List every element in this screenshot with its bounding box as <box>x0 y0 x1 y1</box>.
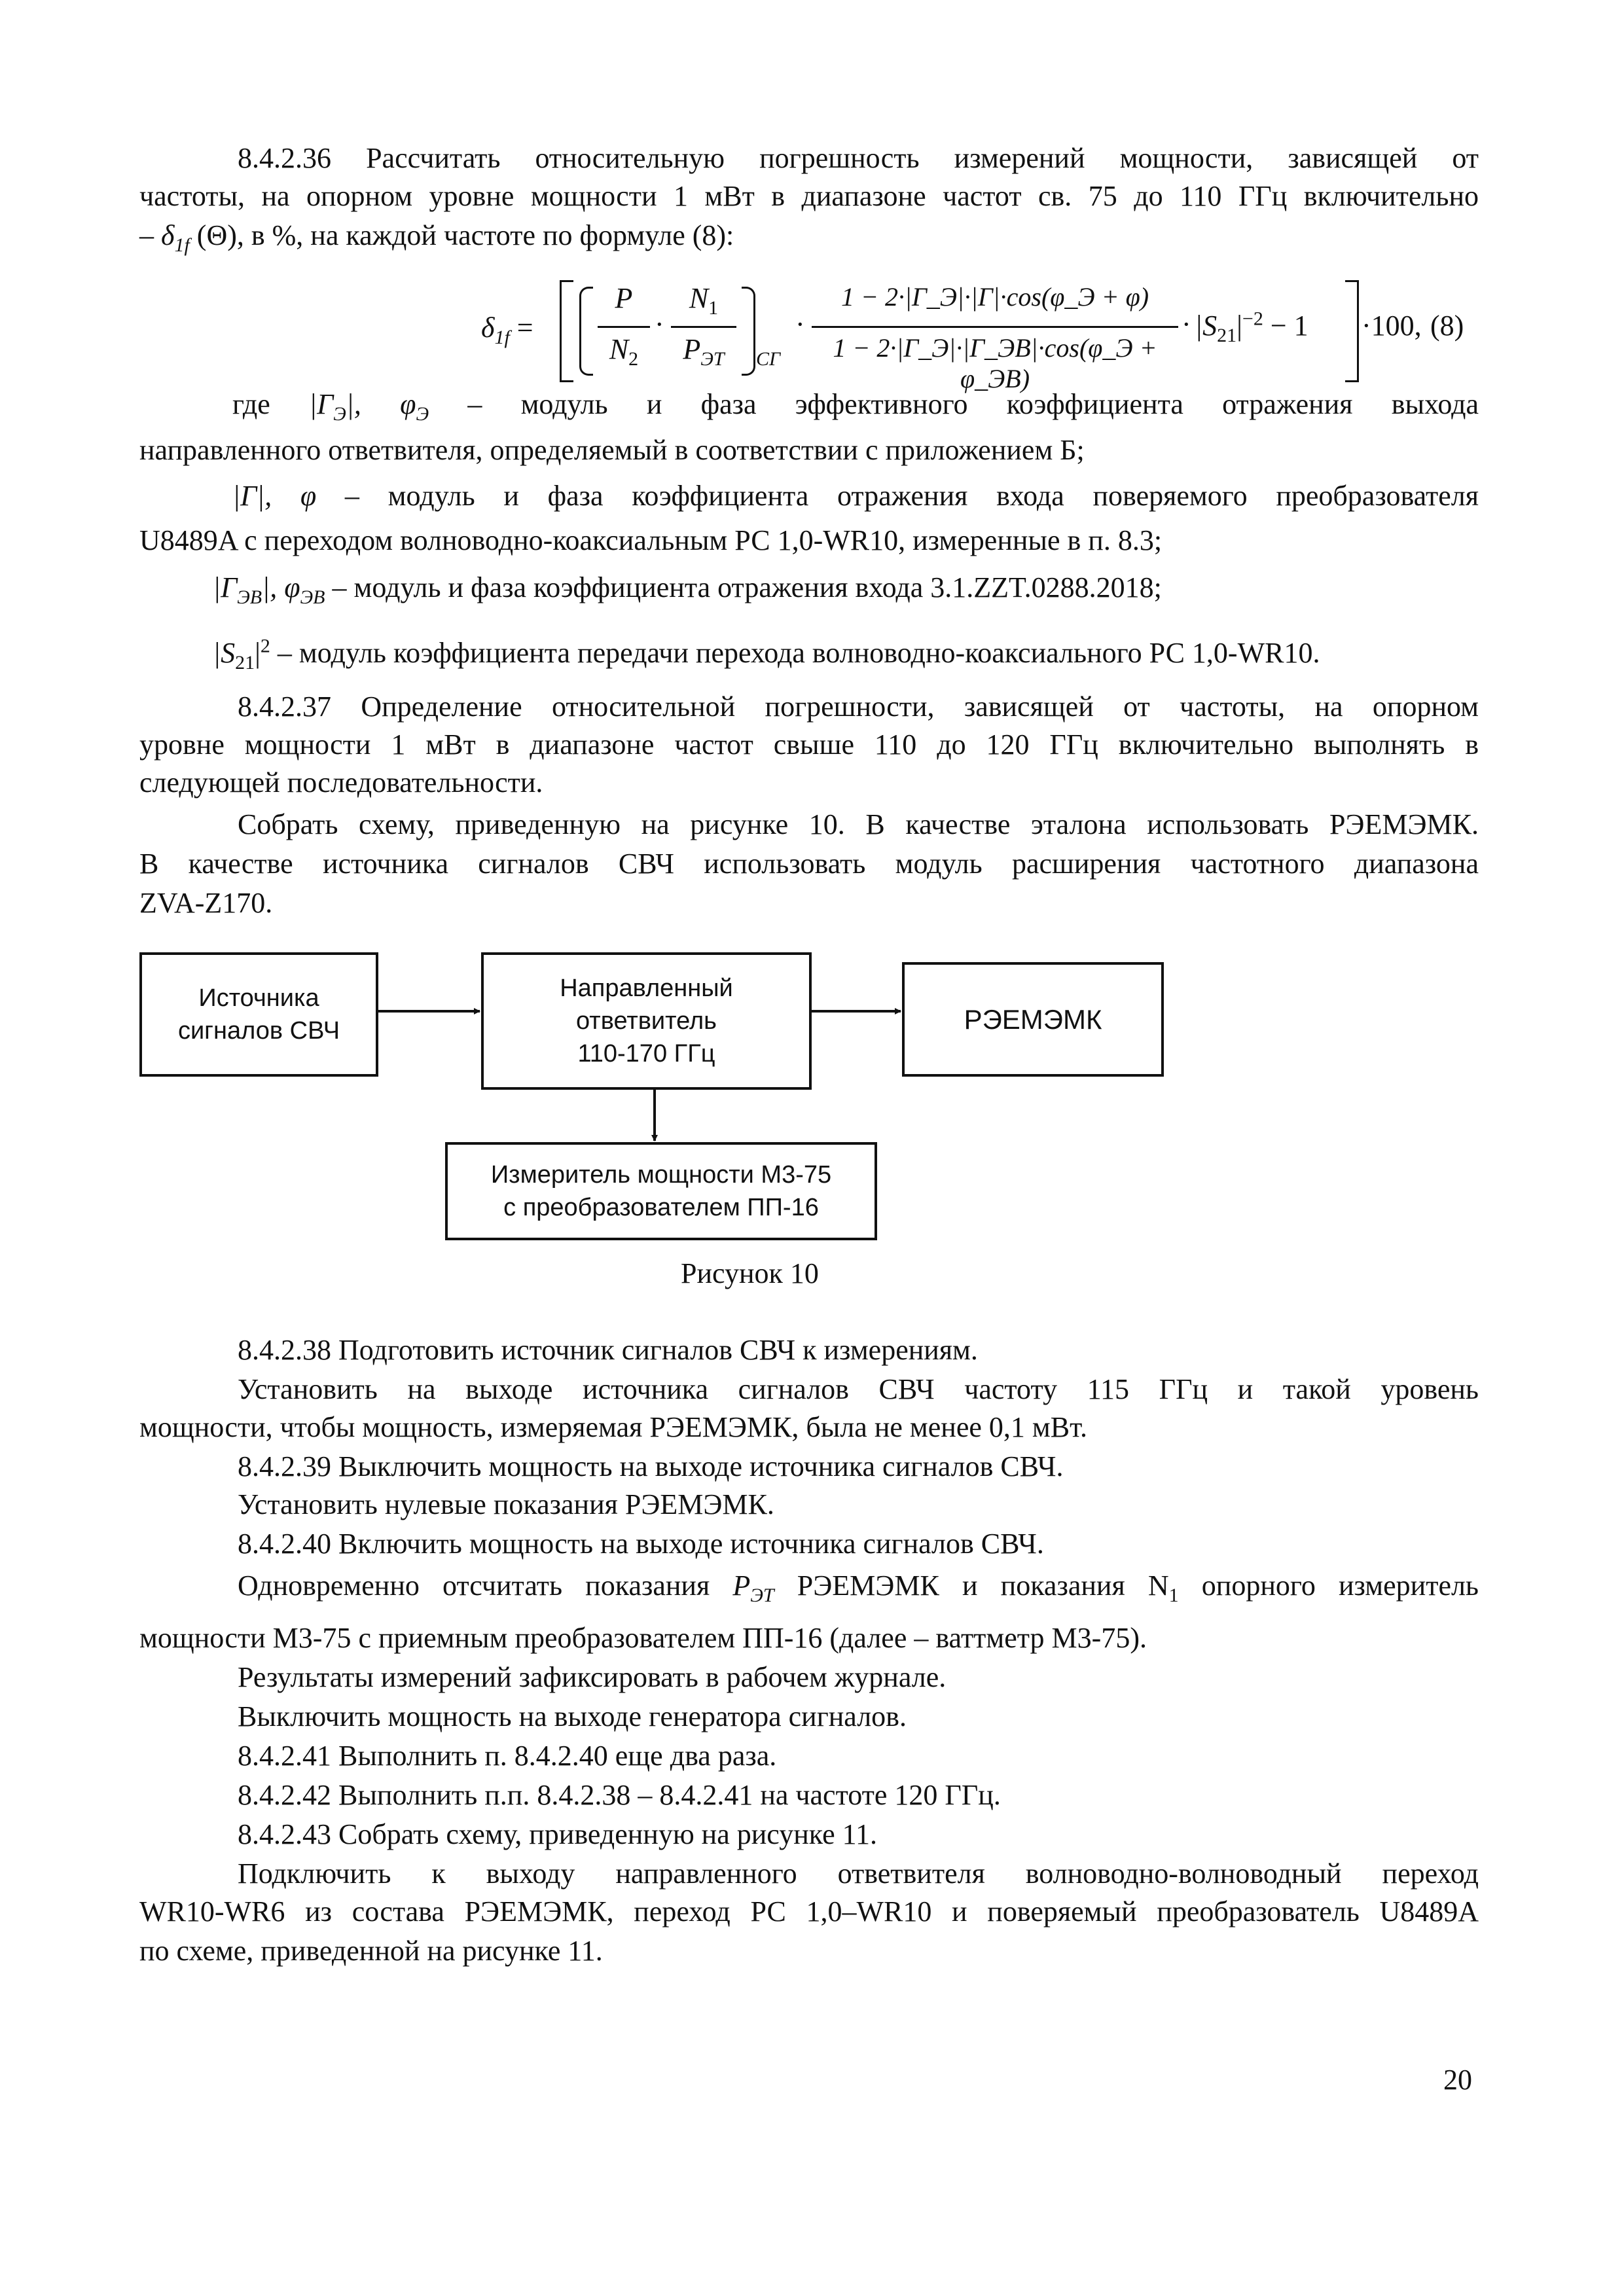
formula-sub: 1f <box>174 234 190 256</box>
diagram-standard-box: РЭЕМЭМК <box>902 962 1164 1077</box>
definition-line: $|S_{21}|^2$ – модуль коэффициента передачи перехода волноводно-коаксиального РС 1,0-WR10. <box>213 635 1320 673</box>
paragraph-line: частоты, на опорном уровне мощности 1 мВт в диапазоне частот св. 75 до 110 ГГц включительно <box>139 180 1479 212</box>
paragraph-line: 8.4.2.43 Собрать схему, приведенную на рисунке 11. <box>238 1818 877 1850</box>
formula-times-100: ·100, <box>1362 310 1422 342</box>
paragraph-line: Выключить мощность на выходе генератора сигналов. <box>238 1700 907 1732</box>
diagram-coupler-box: Направленный ответвитель 110-170 ГГц <box>481 952 812 1090</box>
page-number: 20 <box>1443 2064 1472 2096</box>
formula-tail: (Θ), в %, на каждой частоте по формуле (8): <box>189 219 734 251</box>
paragraph-line: мощности М3-75 с приемным преобразователем ПП-16 (далее – ваттметр М3-75). <box>139 1622 1147 1654</box>
paragraph-line: мощности, чтобы мощность, измеряемая РЭЕМЭМК, была не менее 0,1 мВт. <box>139 1411 1087 1443</box>
definition-line: направленного ответвителя, определяемый в соответствии с приложением Б; <box>139 434 1085 466</box>
definition-line: |Γ|, φ – модуль и фаза коэффициента отражения входа поверяемого преобразователя <box>232 480 1479 512</box>
definition-line: U8489A с переходом волноводно-коаксиальным РС 1,0-WR10, измеренные в п. 8.3; <box>139 524 1163 556</box>
paragraph-line: Одновременно отсчитать показания $P_{ЭТ}$ РЭЕМЭМК и показания $N_1$ опорного измеритель <box>238 1570 1479 1606</box>
diagram-meter-box: Измеритель мощности М3-75 с преобразователем ПП-16 <box>445 1142 877 1240</box>
paragraph-line: 8.4.2.37 Определение относительной погрешности, зависящей от частоты, на опорном <box>238 691 1479 723</box>
formula-ref: – δ <box>139 219 175 251</box>
formula-number: (8) <box>1430 310 1464 342</box>
paragraph-line: 8.4.2.36 Рассчитать относительную погрешность измерений мощности, зависящей от <box>238 142 1479 174</box>
paragraph-line: Собрать схему, приведенную на рисунке 10. В качестве эталона использовать РЭЕМЭМК. <box>238 808 1479 840</box>
paragraph-line: 8.4.2.42 Выполнить п.п. 8.4.2.38 – 8.4.2.41 на частоте 120 ГГц. <box>238 1779 1001 1811</box>
frac-gamma-den: 1 − 2·|Γ_Э|·|Γ_ЭВ|·cos(φ_Э + φ_ЭВ) <box>833 333 1157 393</box>
paragraph-line: по схеме, приведенной на рисунке 11. <box>139 1935 603 1967</box>
frac-n-den: $P_{ЭТ}$ <box>683 333 725 370</box>
definition-line: где $|\Gamma_Э|$, $\varphi_Э$ – модуль и фаза эффективного коэффициента отражения выхода <box>232 388 1479 425</box>
paragraph-line: Установить на выходе источника сигналов СВЧ частоту 115 ГГц и такой уровень <box>238 1373 1479 1405</box>
paragraph-line: 8.4.2.38 Подготовить источник сигналов СВЧ к измерениям. <box>238 1334 978 1366</box>
paragraph-line: Установить нулевые показания РЭЕМЭМК. <box>238 1488 774 1520</box>
figure-caption: Рисунок 10 <box>681 1257 819 1289</box>
paragraph-line: 8.4.2.41 Выполнить п. 8.4.2.40 еще два раза. <box>238 1740 777 1772</box>
diagram-source-box: Источника сигналов СВЧ <box>139 952 378 1077</box>
formula-8: $\delta_{1f}$ = P $N_2$ · $N_1$ $P_{ЭТ}$ СГ · 1 − 2·|Γ_Э|·|Γ|·cos(φ_Э + φ) 1 − 2·|Γ_Э|·|Γ_ЭВ|·cos(φ_Э + φ_ЭВ) · $|S_{21}|^{-2} - 1$ ·100, (8) <box>481 275 1463 386</box>
formula-s21: $|S_{21}|^{-2} - 1$ <box>1195 308 1308 346</box>
paragraph-line: В качестве источника сигналов СВЧ использовать модуль расширения частотного диапазона <box>139 848 1479 880</box>
frac-gamma-num: 1 − 2·|Γ_Э|·|Γ|·cos(φ_Э + φ) <box>840 282 1149 312</box>
paragraph-line: уровне мощности 1 мВт в диапазоне частот свыше 110 до 120 ГГц включительно выполнять в <box>139 728 1479 761</box>
definition-line: $|\Gamma_{ЭВ}|$, $\varphi_{ЭВ}$ – модуль и фаза коэффициента отражения входа 3.1.ZZT.0288.2018; <box>213 571 1162 608</box>
paragraph-line: Подключить к выходу направленного ответвителя волноводно-волноводный переход <box>238 1857 1479 1890</box>
frac-p-den: $N_2$ <box>609 333 639 370</box>
paragraph-line: 8.4.2.39 Выключить мощность на выходе источника сигналов СВЧ. <box>238 1450 1064 1482</box>
frac-n-num: $N_1$ <box>689 282 719 319</box>
formula-cg: СГ <box>756 348 781 370</box>
paragraph-line: Результаты измерений зафиксировать в рабочем журнале. <box>238 1661 947 1693</box>
paragraph-line: следующей последовательности. <box>139 766 543 798</box>
paragraph-line: WR10-WR6 из состава РЭЕМЭМК, переход РС 1,0–WR10 и поверяемый преобразователь U8489A <box>139 1895 1479 1928</box>
paragraph-line: 8.4.2.40 Включить мощность на выходе источника сигналов СВЧ. <box>238 1528 1044 1560</box>
paragraph-line: ZVA-Z170. <box>139 887 273 919</box>
formula-lhs: $\delta_{1f}$ = <box>481 312 533 348</box>
frac-p-num: P <box>615 282 633 314</box>
